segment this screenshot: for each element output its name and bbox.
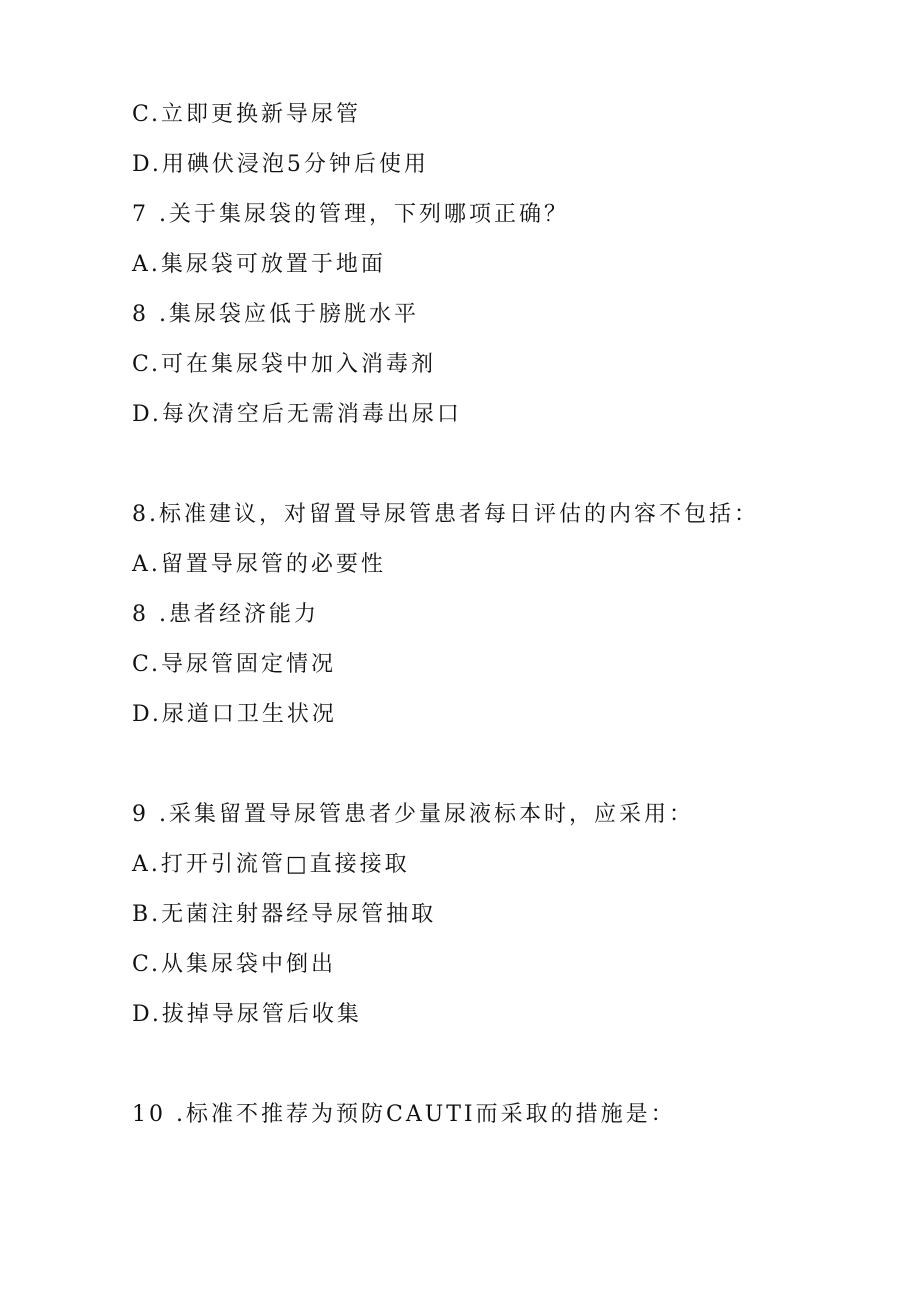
option-c-replace-catheter: C.立即更换新导尿管 — [132, 102, 362, 127]
question-10: 10 .标准不推荐为预防CAUTI而采取的措施是： — [132, 1102, 676, 1127]
question-8: 8.标准建议，对留置导尿管患者每日评估的内容不包括： — [132, 502, 759, 527]
question-7: 7 .关于集尿袋的管理，下列哪项正确？ — [132, 202, 569, 227]
question-9: 9 .采集留置导尿管患者少量尿液标本时，应采用： — [132, 802, 694, 827]
option-d-iodine-soak: D.用碘伏浸泡5分钟后使用 — [132, 152, 429, 177]
option-d-hygiene: D.尿道口卫生状况 — [132, 702, 337, 727]
option-a-necessity: A.留置导尿管的必要性 — [132, 552, 386, 577]
option-a-bag-on-floor: A.集尿袋可放置于地面 — [132, 252, 386, 277]
option-a-open-drainage: A.打开引流管□直接接取 — [132, 852, 410, 877]
option-c-add-disinfectant: C.可在集尿袋中加入消毒剂 — [132, 352, 437, 377]
option-b-bag-below-bladder: 8 .集尿袋应低于膀胱水平 — [132, 302, 419, 327]
option-b-economic-ability: 8 .患者经济能力 — [132, 602, 319, 627]
option-c-pour-from-bag: C.从集尿袋中倒出 — [132, 952, 337, 977]
option-d-no-disinfect-outlet: D.每次清空后无需消毒出尿口 — [132, 402, 462, 427]
option-c-fixation: C.导尿管固定情况 — [132, 652, 337, 677]
option-b-sterile-syringe: B.无菌注射器经导尿管抽取 — [132, 902, 437, 927]
option-d-remove-catheter: D.拔掉导尿管后收集 — [132, 1002, 362, 1027]
